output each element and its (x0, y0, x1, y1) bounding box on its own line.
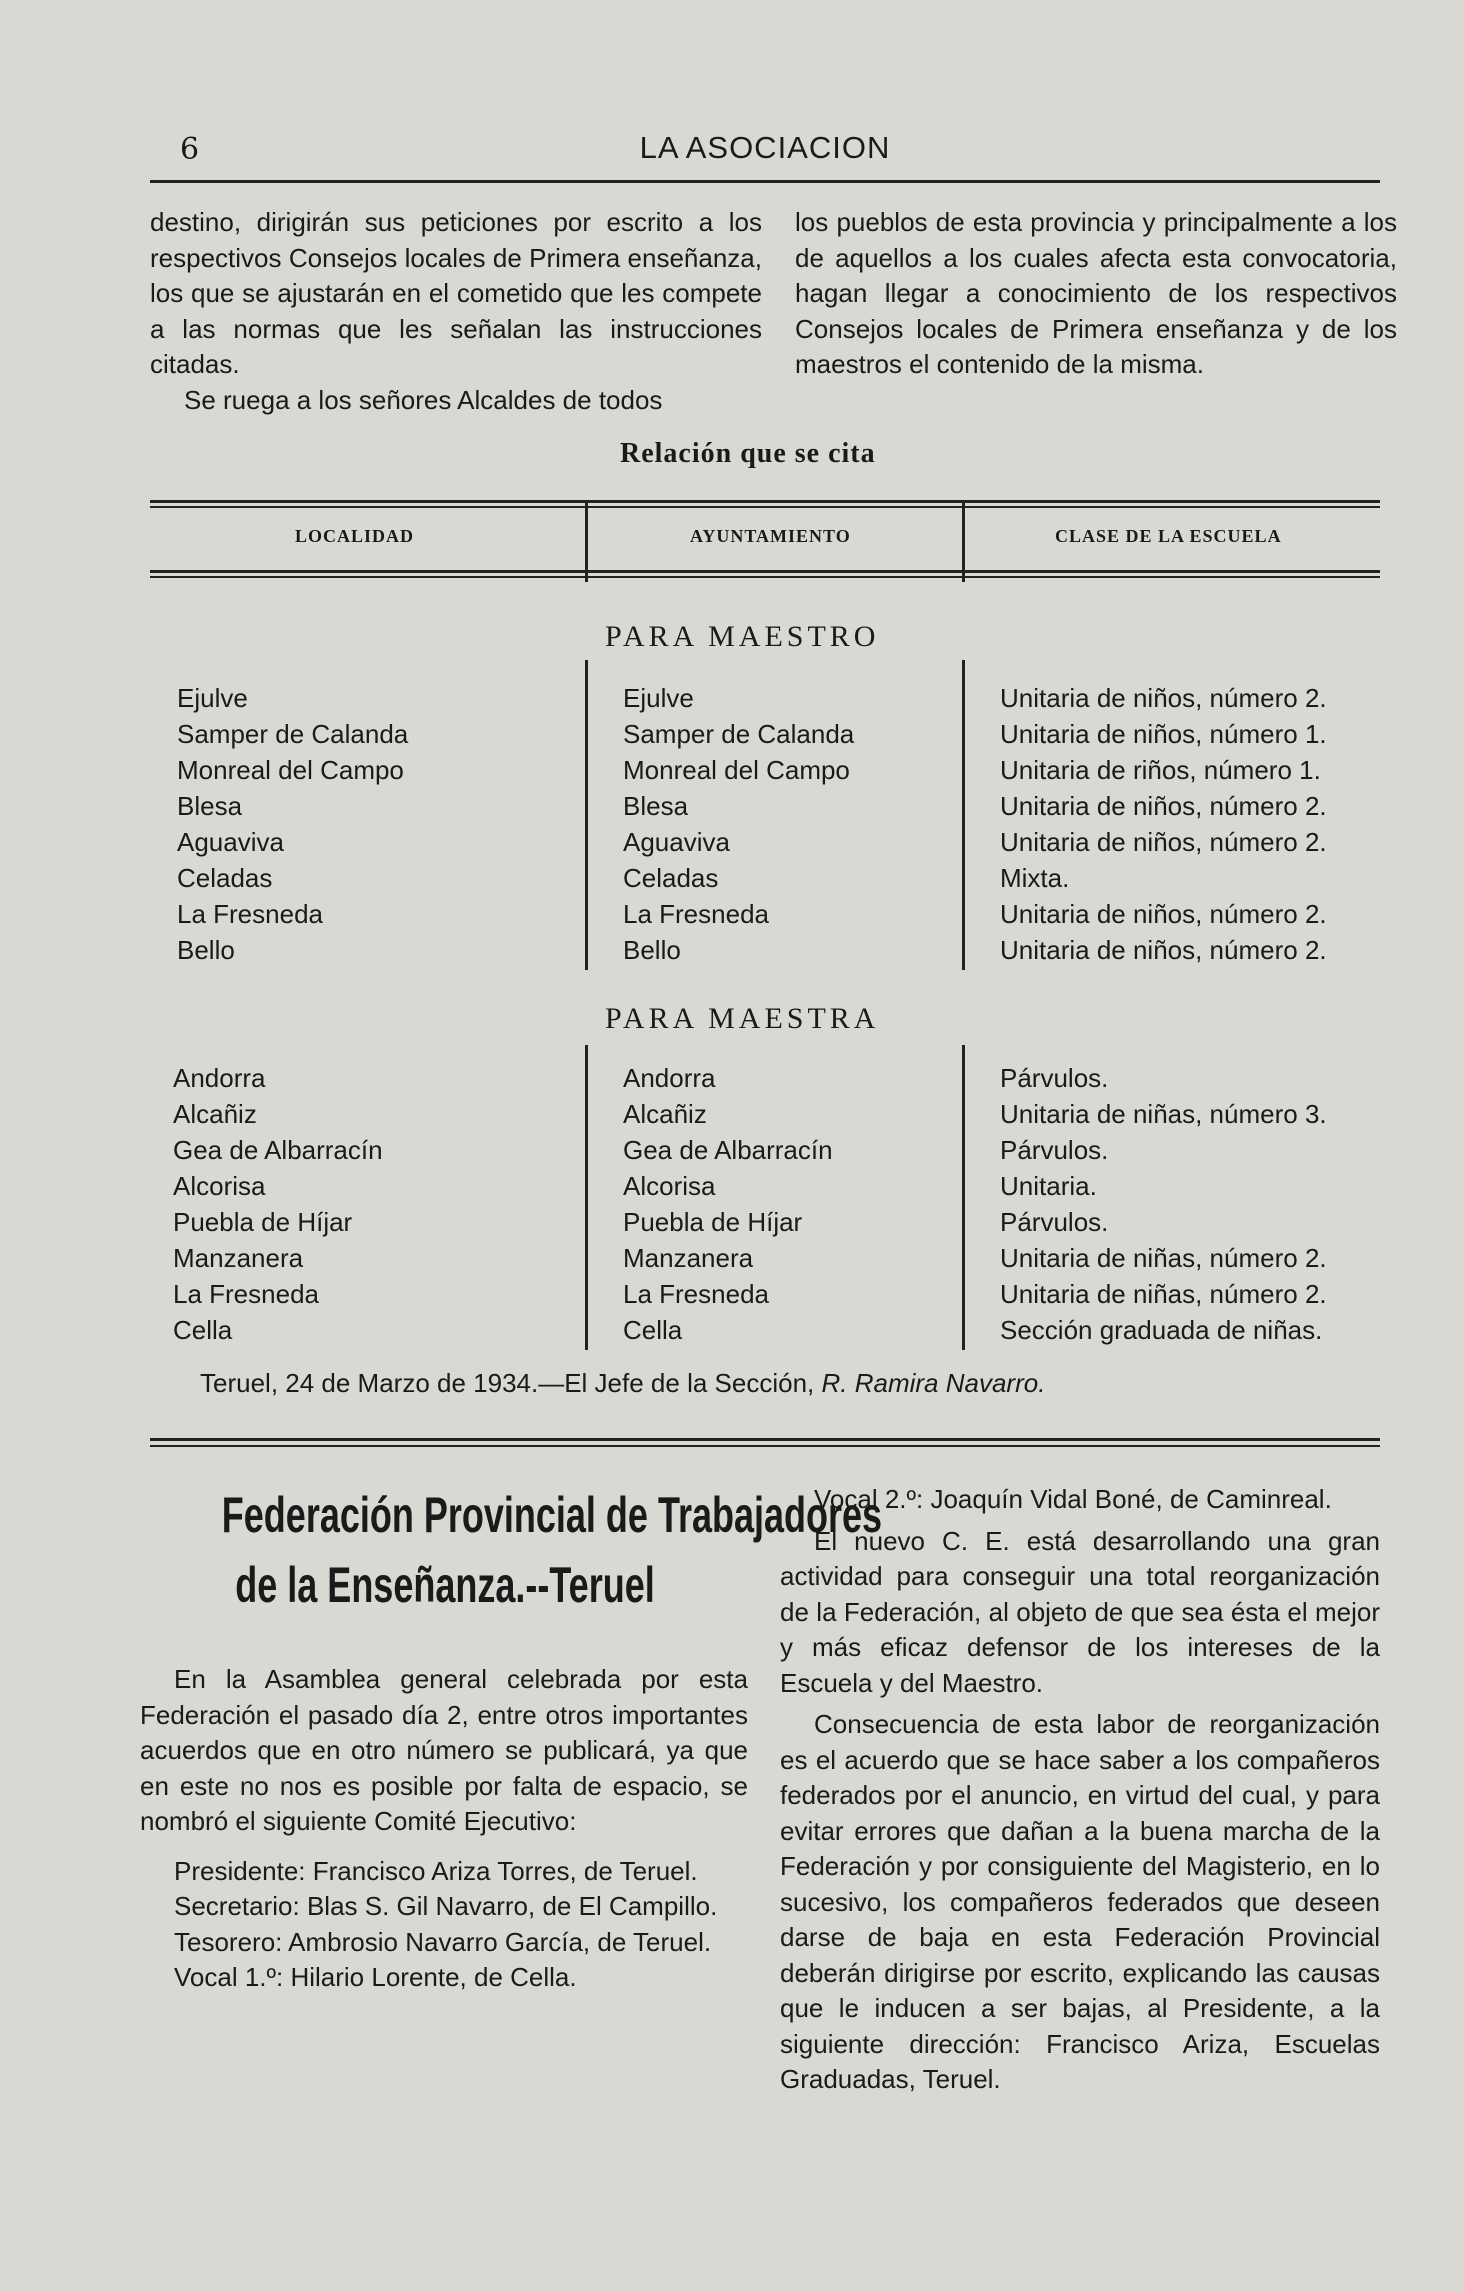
federacion-heading (221, 1480, 883, 1620)
top-right-column (795, 205, 1397, 383)
table-cell: La Fresneda (623, 899, 769, 929)
table-cell: Alcorisa (623, 1171, 716, 1201)
table-cell: Unitaria de niñas, número 2. (1000, 1279, 1327, 1309)
table-cell: Ejulve (623, 683, 694, 713)
paragraph: El nuevo C. E. está desarrollando una gran actividad para conseguir una total reorganización de la Federación, al objeto de que sea ésta el mejor y más eficaz defensor de los intereses de la Escuela y del Maestro. (780, 1525, 1380, 1698)
table-cell: Unitaria de riños, número 1. (1000, 755, 1321, 785)
relacion-title: Relación que se cita (620, 438, 876, 469)
table-cell: Gea de Albarracín (173, 1135, 383, 1165)
page-number: 6 (180, 132, 200, 167)
table-cell: Aguaviva (623, 827, 730, 857)
table-cell: Celadas (623, 863, 719, 893)
table-cell: Unitaria de niños, número 2. (1000, 791, 1327, 821)
table-cell: Samper de Calanda (623, 719, 855, 749)
table-cell: Unitaria de niños, número 2. (1000, 935, 1327, 965)
federacion-heading-line1: Federación Provincial de Trabajadores (221, 1487, 883, 1543)
paragraph: los pueblos de esta provincia y principalmente a los de aquellos a los cuales afecta esta convocatoria, hagan llegar a conocimiento de los respectivos Consejos locales de Primera enseñanza y de los maestros el contenido de la misma. (795, 207, 1397, 379)
table-cell: Cella (623, 1315, 683, 1345)
table-cell: La Fresneda (173, 1279, 319, 1309)
section-divider-rule-2 (150, 1445, 1380, 1447)
column-divider (962, 660, 965, 970)
clase-list-maestra (1000, 1060, 1327, 1348)
table-cell: Párvulos. (1000, 1063, 1109, 1093)
clase-list-maestro (1000, 680, 1327, 968)
table-cell: Cella (173, 1315, 233, 1345)
table-cell: Mixta. (1000, 863, 1070, 893)
table-cell: Alcañiz (173, 1099, 257, 1129)
table-cell: Párvulos. (1000, 1207, 1109, 1237)
column-divider (585, 1045, 588, 1350)
table-cell: Unitaria de niñas, número 2. (1000, 1243, 1327, 1273)
table-cell: Andorra (173, 1063, 266, 1093)
page-header (150, 128, 1380, 176)
table-cell: Blesa (623, 791, 689, 821)
column-divider (962, 1045, 965, 1350)
table-cell: Ejulve (177, 683, 248, 713)
paragraph: Presidente: Francisco Ariza Torres, de Teruel. (174, 1855, 698, 1886)
column-header-clase: CLASE DE LA ESCUELA (1055, 526, 1282, 546)
section-title-maestro: PARA MAESTRO (605, 620, 880, 653)
table-top-rule (150, 500, 1380, 503)
running-title: LA ASOCIACION (639, 130, 891, 165)
federacion-right-column (780, 1482, 1380, 2098)
column-header-localidad: LOCALIDAD (295, 526, 415, 546)
signature-name: R. Ramira Navarro. (821, 1368, 1046, 1398)
signature-prefix: Teruel, 24 de Marzo de 1934.—El Jefe de la Sección, (200, 1368, 815, 1398)
table-cell: Puebla de Híjar (173, 1207, 353, 1237)
table-cell: Monreal del Campo (623, 755, 850, 785)
column-divider (962, 500, 965, 582)
table-cell: La Fresneda (177, 899, 323, 929)
table-cell: Unitaria de niños, número 2. (1000, 827, 1327, 857)
paragraph: destino, dirigirán sus peticiones por escrito a los respectivos Consejos locales de Primera enseñanza, los que se ajustarán en el cometido que les compete a las normas que les señalan las instrucciones citadas. (150, 207, 762, 379)
table-cell: Bello (177, 935, 235, 965)
table-cell: Unitaria de niños, número 1. (1000, 719, 1327, 749)
table-cell: Gea de Albarracín (623, 1135, 833, 1165)
top-left-column (150, 205, 762, 418)
table-cell: Blesa (177, 791, 243, 821)
table-cell: Celadas (177, 863, 273, 893)
section-title-maestra: PARA MAESTRA (605, 1002, 880, 1035)
table-cell: Alcorisa (173, 1171, 266, 1201)
header-rule (150, 180, 1380, 183)
table-cell: Manzanera (623, 1243, 754, 1273)
table-cell: Sección graduada de niñas. (1000, 1315, 1323, 1345)
paragraph: Consecuencia de esta labor de reorganización es el acuerdo que se hace saber a los compañeros federados por el anuncio, en virtud del cual, y para evitar errores que dañan a la buena marcha de la Federación y por consiguiente del Magisterio, en lo sucesivo, los compañeros federados que deseen darse de baja en esta Federación Provincial deberán dirigirse por escrito, explicando las causas que le inducen a ser bajas, al Presidente, a la siguiente dirección: Francisco Ariza, Escuelas Graduadas, Teruel. (780, 1709, 1380, 2094)
paragraph: Vocal 2.º: Joaquín Vidal Boné, de Caminreal. (814, 1484, 1332, 1514)
localidad-list-maestro (177, 680, 408, 968)
table-cell: Andorra (623, 1063, 716, 1093)
paragraph: Se ruega a los señores Alcaldes de todos (184, 384, 663, 415)
paragraph: Vocal 1.º: Hilario Lorente, de Cella. (174, 1962, 577, 1992)
federacion-heading-line2: de la Enseñanza.--Teruel (235, 1557, 655, 1613)
localidad-list-maestra (173, 1060, 383, 1348)
signature-line (200, 1368, 1045, 1399)
table-cell: Unitaria de niños, número 2. (1000, 899, 1327, 929)
table-cell: Unitaria de niños, número 2. (1000, 683, 1327, 713)
federacion-left-column (140, 1662, 748, 1996)
paragraph: Secretario: Blas S. Gil Navarro, de El Campillo. (174, 1891, 718, 1921)
paragraph: En la Asamblea general celebrada por esta Federación el pasado día 2, entre otros importantes acuerdos que en otro número se publicará, ya que en este no nos es posible por falta de espacio, se nombró el siguiente Comité Ejecutivo: (140, 1664, 748, 1836)
table-cell: Párvulos. (1000, 1135, 1109, 1165)
table-cell: Unitaria. (1000, 1171, 1097, 1201)
section-divider-rule (150, 1438, 1380, 1441)
table-cell: Aguaviva (177, 827, 284, 857)
ayuntamiento-list-maestro (623, 680, 854, 968)
table-cell: Manzanera (173, 1243, 304, 1273)
column-divider (585, 660, 588, 970)
table-cell: La Fresneda (623, 1279, 769, 1309)
paragraph: Tesorero: Ambrosio Navarro García, de Teruel. (174, 1926, 712, 1957)
table-header-rule-2 (150, 576, 1380, 578)
table-cell: Bello (623, 935, 681, 965)
ayuntamiento-list-maestra (623, 1060, 833, 1348)
table-cell: Monreal del Campo (177, 755, 404, 785)
table-cell: Samper de Calanda (177, 719, 409, 749)
table-header-rule (150, 570, 1380, 573)
column-header-ayuntamiento: AYUNTAMIENTO (690, 526, 851, 546)
table-cell: Unitaria de niñas, número 3. (1000, 1099, 1327, 1129)
column-divider (585, 500, 588, 582)
table-cell: Puebla de Híjar (623, 1207, 803, 1237)
table-top-rule-2 (150, 506, 1380, 508)
table-cell: Alcañiz (623, 1099, 707, 1129)
